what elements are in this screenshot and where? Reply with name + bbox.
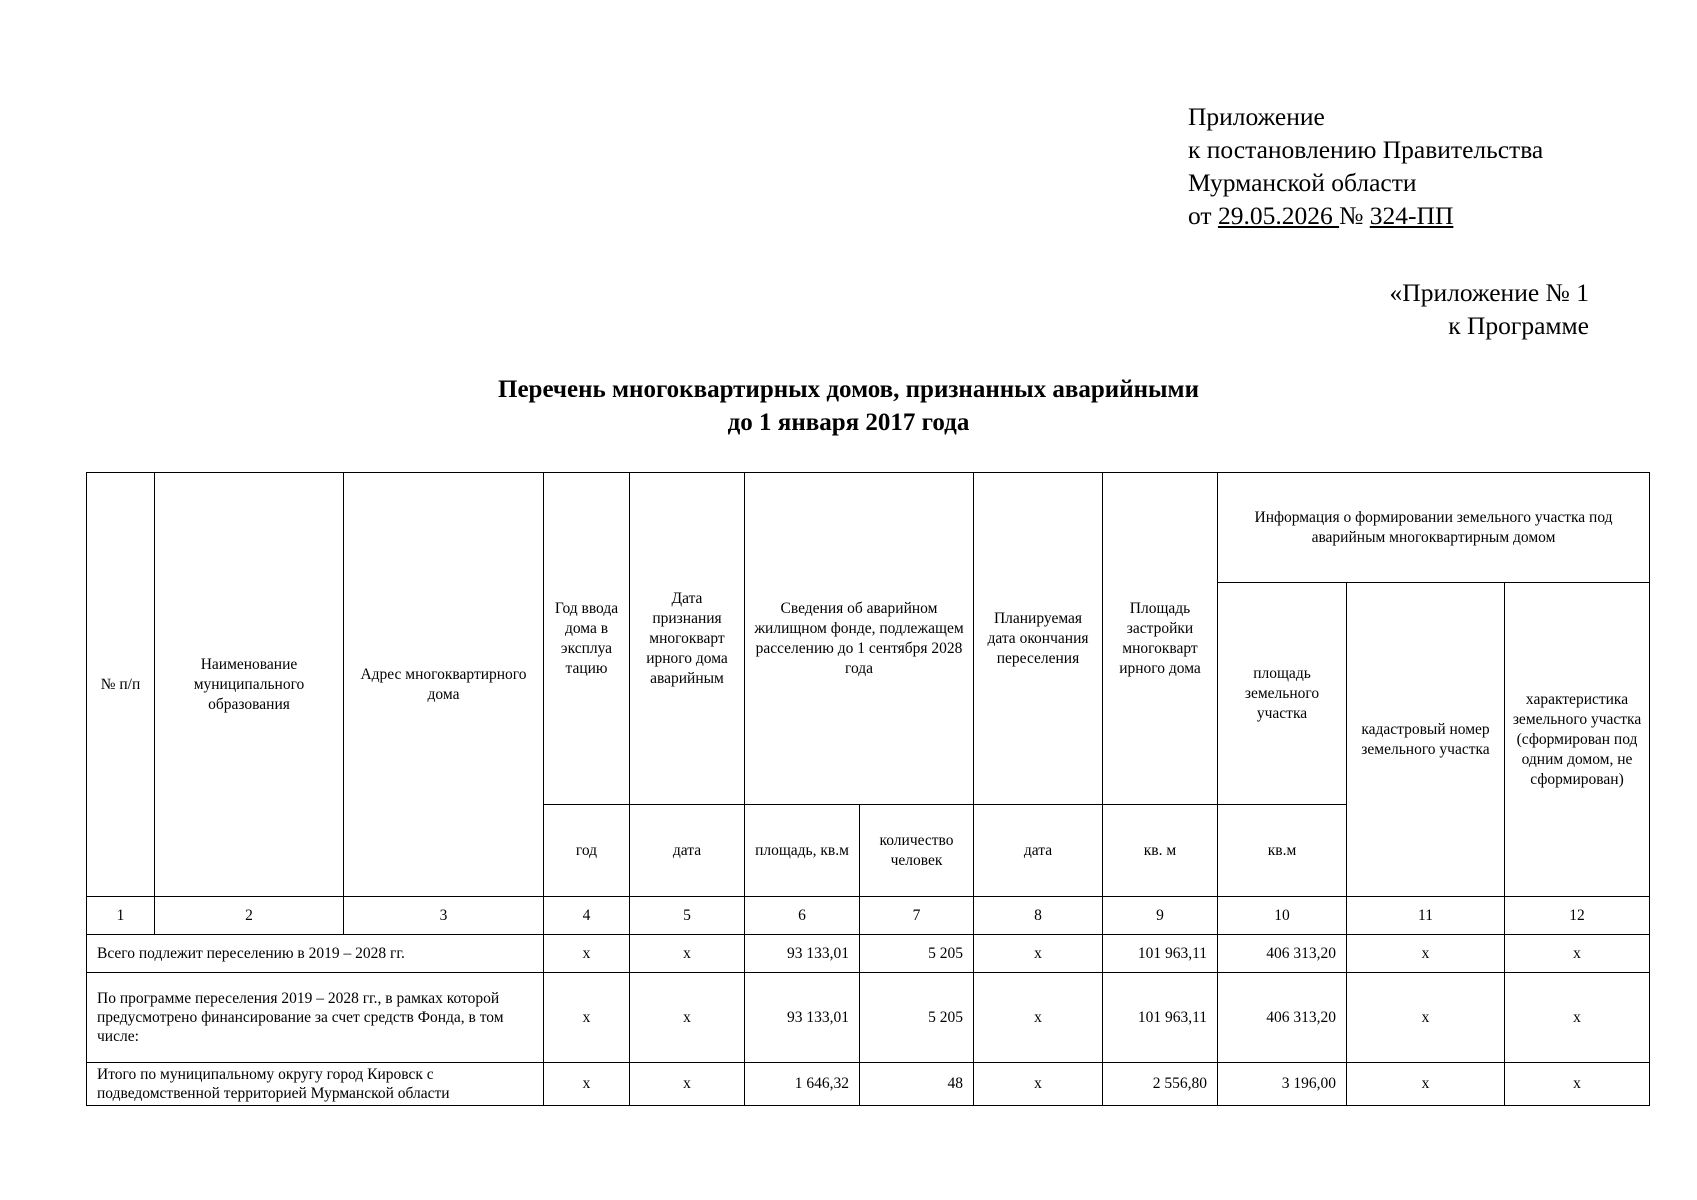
unit-area: площадь, кв.м [745, 805, 860, 897]
cell-land-area: 3 196,00 [1218, 1063, 1347, 1106]
cell-date: x [630, 1063, 745, 1106]
header-building-area: Площадь застройки многокварт ирного дома [1103, 473, 1218, 805]
header-date-line [1188, 199, 1543, 232]
col-number: 8 [974, 897, 1103, 935]
unit-planned-date: дата [974, 805, 1103, 897]
cell-land-area: 406 313,20 [1218, 973, 1347, 1063]
col-number: 7 [860, 897, 974, 935]
header-num: № п/п [87, 473, 155, 897]
column-numbers-row [87, 897, 1650, 935]
col-number: 2 [155, 897, 344, 935]
cell-date: x [630, 935, 745, 973]
header-line-region: Мурманской области [1188, 168, 1417, 197]
header-line-appendix: Приложение [1188, 102, 1325, 131]
unit-year: год [544, 805, 630, 897]
cell-year: x [544, 1063, 630, 1106]
header-line-resolution: к постановлению Правительства [1188, 135, 1544, 164]
row-label: По программе переселения 2019 – 2028 гг., в рамках которой предусмотрено финансирование за счет средств Фонда, в том числе: [87, 973, 544, 1063]
program-appendix-label [1390, 276, 1589, 342]
col-number: 5 [630, 897, 745, 935]
cell-land-area: 406 313,20 [1218, 935, 1347, 973]
unit-building-area: кв. м [1103, 805, 1218, 897]
header-land-characteristic: характеристика земельного участка (сформирован под одним домом, не сформирован) [1505, 583, 1650, 897]
header-address: Адрес многоквартирного дома [344, 473, 544, 897]
document-title [0, 373, 1697, 439]
cell-cadastral: x [1347, 1063, 1505, 1106]
cell-people: 5 205 [860, 935, 974, 973]
cell-building-area: 101 963,11 [1103, 935, 1218, 973]
cell-land-characteristic: x [1505, 1063, 1650, 1106]
unit-date: дата [630, 805, 745, 897]
cell-year: x [544, 935, 630, 973]
appendix-line-2: к Программе [1448, 311, 1589, 340]
header-planned-date: Планируемая дата окончания переселения [974, 473, 1103, 805]
row-label: Итого по муниципальному округу город Кировск с подведомственной территорией Мурманской области [87, 1063, 544, 1106]
cell-people: 5 205 [860, 973, 974, 1063]
cell-date: x [630, 973, 745, 1063]
col-number: 3 [344, 897, 544, 935]
number-prefix: № [1339, 201, 1370, 230]
cell-building-area: 101 963,11 [1103, 973, 1218, 1063]
col-number: 12 [1505, 897, 1650, 935]
cell-land-characteristic: x [1505, 935, 1650, 973]
col-number: 11 [1347, 897, 1505, 935]
col-number: 9 [1103, 897, 1218, 935]
emergency-houses-table [86, 472, 1650, 1106]
title-line-2: до 1 января 2017 года [727, 409, 970, 436]
table-row-kirovsk [87, 1063, 1650, 1106]
unit-people: количество человек [860, 805, 974, 897]
approval-header [1188, 100, 1543, 232]
col-number: 10 [1218, 897, 1347, 935]
cell-planned-date: x [974, 935, 1103, 973]
cell-planned-date: x [974, 1063, 1103, 1106]
cell-area: 93 133,01 [745, 973, 860, 1063]
header-municipality: Наименование муниципального образования [155, 473, 344, 897]
table-row-total [87, 935, 1650, 973]
cell-cadastral: x [1347, 935, 1505, 973]
date-prefix: от [1188, 201, 1218, 230]
col-number: 4 [544, 897, 630, 935]
header-cadastral: кадастровый номер земельного участка [1347, 583, 1505, 897]
unit-land-area: кв.м [1218, 805, 1347, 897]
table-row-program [87, 973, 1650, 1063]
resolution-date: 29.05.2026 [1217, 201, 1340, 230]
cell-area: 1 646,32 [745, 1063, 860, 1106]
cell-people: 48 [860, 1063, 974, 1106]
row-label: Всего подлежит переселению в 2019 – 2028 гг. [87, 935, 544, 973]
col-number: 6 [745, 897, 860, 935]
header-land-area: площадь земельного участка [1218, 583, 1347, 805]
title-line-1: Перечень многоквартирных домов, признанных аварийными [498, 376, 1199, 403]
cell-land-characteristic: x [1505, 973, 1650, 1063]
header-fund-info: Сведения об аварийном жилищном фонде, подлежащем расселению до 1 сентября 2028 года [745, 473, 974, 805]
cell-building-area: 2 556,80 [1103, 1063, 1218, 1106]
cell-area: 93 133,01 [745, 935, 860, 973]
cell-planned-date: x [974, 973, 1103, 1063]
col-number: 1 [87, 897, 155, 935]
appendix-line-1: «Приложение № 1 [1389, 278, 1589, 307]
header-year: Год ввода дома в эксплуа тацию [544, 473, 630, 805]
header-date-recognized: Дата признания многокварт ирного дома аварийным [630, 473, 745, 805]
cell-year: x [544, 973, 630, 1063]
resolution-number: 324-ПП [1369, 201, 1454, 230]
header-land-info: Информация о формировании земельного участка под аварийным многоквартирным домом [1218, 473, 1650, 583]
cell-cadastral: x [1347, 973, 1505, 1063]
